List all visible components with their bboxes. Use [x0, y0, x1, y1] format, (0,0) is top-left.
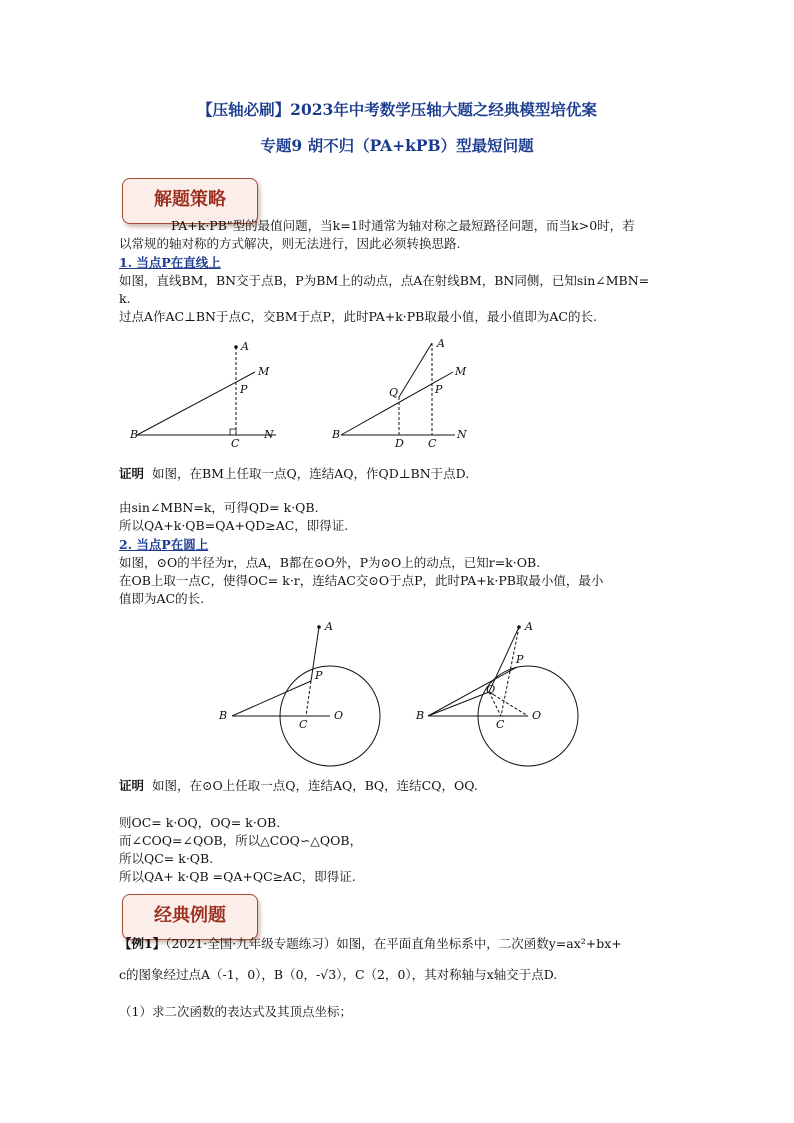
- proof-label-2: 证明: [119, 778, 145, 793]
- figure-line-case: [110, 335, 490, 450]
- label-Q-2: Q: [486, 683, 496, 696]
- label-C-2: C: [428, 437, 437, 450]
- case1-proof-line-3: 所以QA+k·QB=QA+QD≥AC，即得证.: [119, 518, 349, 533]
- label-A-3: A: [325, 620, 333, 633]
- case1-proof-line-1: [119, 465, 679, 483]
- label-O-2: O: [532, 709, 542, 722]
- example-question-1: （1）求二次函数的表达式及其顶点坐标；: [119, 1004, 352, 1019]
- case1-proof-text-1: 如图，在BM上任取一点Q，连结AQ，作QD⊥BN于点D.: [151, 466, 470, 481]
- case1-paragraph-1: 如图，直线BM，BN交于点B，P为BM上的动点，点A在射线BM，BN同侧，已知sin∠MBN=: [119, 273, 650, 288]
- example-line-1: [119, 935, 679, 953]
- example-source: （2021·全国·九年级专题练习）: [165, 936, 337, 951]
- case1-paragraph-3: 过点A作AC⊥BN于点C，交BM于点P，此时PA+k·PB取最小值，最小值即为AC的长.: [119, 309, 597, 324]
- label-M: M: [258, 365, 270, 378]
- label-B: B: [130, 428, 139, 441]
- label-B-3: B: [219, 709, 228, 722]
- label-A-4: A: [525, 620, 533, 633]
- proof-label: 证明: [119, 466, 145, 481]
- label-C-3: C: [299, 718, 308, 731]
- examples-badge: 经典例题: [122, 894, 258, 940]
- label-C: C: [231, 437, 240, 450]
- case2-proof-line-4: 所以QC= k·QB.: [119, 851, 214, 866]
- case2-proof-line-5: 所以QA+ k·QB =QA+QC≥AC，即得证.: [119, 869, 356, 884]
- label-N-2: N: [457, 428, 467, 441]
- document-subtitle: 专题9 胡不归（PA+kPB）型最短问题: [260, 136, 534, 155]
- case2-proof-text-1: 如图，在⊙O上任取一点Q，连结AQ，BQ，连结CQ，OQ.: [151, 778, 478, 793]
- strategy-badge: 解题策略: [122, 178, 258, 224]
- intro-text-1: PA+k·PB"型的最值问题，当k=1时通常为轴对称之最短路径问题，而当k>0时，若: [171, 218, 635, 233]
- label-P: P: [240, 383, 248, 396]
- label-P-3: P: [315, 669, 323, 682]
- case2-proof-line-2: 则OC= k·OQ，OQ= k·OB.: [119, 815, 281, 830]
- case2-proof-line-3: 而∠COQ=∠QOB，所以△COQ∽△QOB，: [119, 833, 363, 848]
- label-Q: Q: [389, 386, 399, 399]
- label-A-2: A: [437, 337, 445, 350]
- label-A: A: [241, 340, 249, 353]
- label-N: N: [264, 428, 274, 441]
- figure-circle-case: [205, 615, 595, 775]
- case2-heading: 2. 当点P在圆上: [119, 537, 209, 552]
- case1-heading: 1. 当点P在直线上: [119, 255, 221, 270]
- label-M-2: M: [455, 365, 467, 378]
- example-line-2: c的图象经过点A（-1，0），B（0，-√3），C（2，0），其对称轴与x轴交于点D.: [119, 967, 558, 982]
- label-O: O: [334, 709, 344, 722]
- case2-proof-line-1: [119, 777, 679, 795]
- intro-line-1: [119, 217, 679, 235]
- case1-proof-line-2: 由sin∠MBN=k，可得QD= k·QB.: [119, 500, 319, 515]
- label-P-2: P: [435, 383, 443, 396]
- label-B-2: B: [332, 428, 341, 441]
- intro-line-2: 以常规的轴对称的方式解决，则无法进行，因此必须转换思路.: [119, 236, 461, 251]
- case1-paragraph-2: k.: [119, 291, 131, 306]
- example-tag: 【例1】: [119, 936, 166, 951]
- label-B-4: B: [416, 709, 425, 722]
- label-C-4: C: [496, 718, 505, 731]
- case2-paragraph-2: 在OB上取一点C，使得OC= k·r，连结AC交⊙O于点P，此时PA+k·PB取最小值，最小: [119, 573, 604, 588]
- document-title: 【压轴必刷】2023年中考数学压轴大题之经典模型培优案: [197, 100, 597, 119]
- case2-paragraph-1: 如图，⊙O的半径为r，点A，B都在⊙O外，P为⊙O上的动点，已知r=k·OB.: [119, 555, 541, 570]
- example-text-1: 如图，在平面直角坐标系中，二次函数y=ax²+bx+: [336, 936, 622, 951]
- label-D: D: [395, 437, 404, 450]
- label-P-4: P: [516, 653, 524, 666]
- case2-paragraph-3: 值即为AC的长.: [119, 591, 205, 606]
